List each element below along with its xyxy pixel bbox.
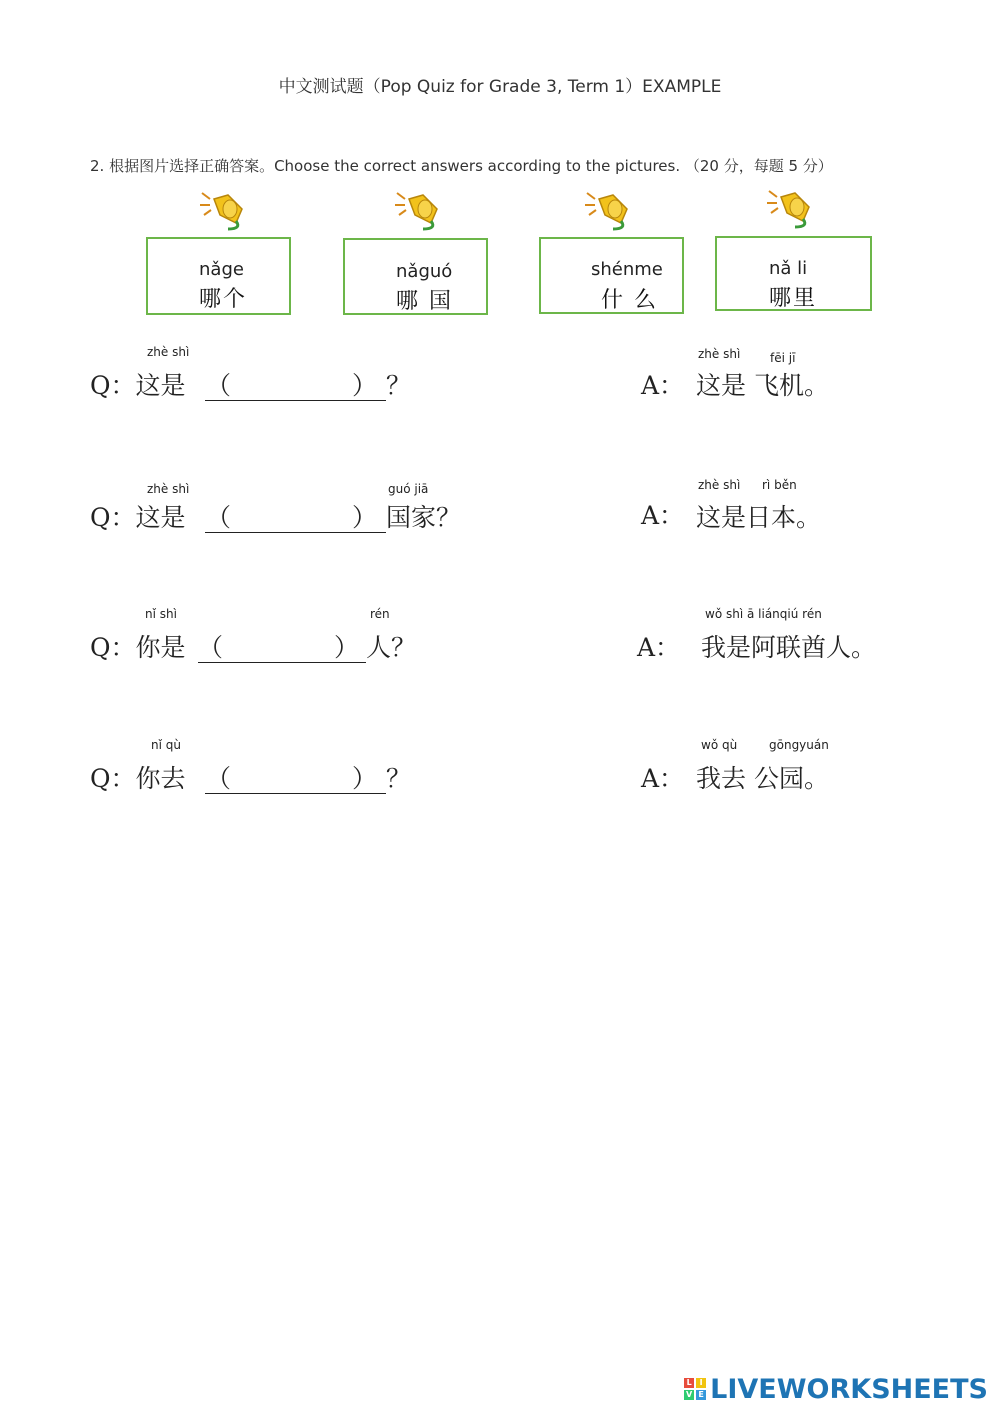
speaker-icon[interactable] [765, 183, 819, 233]
answer-label: A： [641, 501, 685, 530]
answer-text: 这是 飞机。 [696, 371, 829, 400]
question-suffix: ？ [386, 764, 412, 793]
option-pinyin: nǎguó [396, 261, 453, 282]
question-pinyin: nǐ qù [151, 738, 181, 752]
option-hanzi: 哪 国 [396, 289, 453, 314]
paren-open: （ [206, 764, 232, 793]
question-suffix: 国家？ [386, 503, 462, 532]
answer-pinyin: rì běn [762, 478, 797, 492]
option-hanzi: 哪里 [769, 286, 818, 311]
option-pinyin: shénme [591, 259, 663, 280]
option-card-shenme[interactable] [539, 237, 684, 314]
brand-mark-letter: L [684, 1378, 694, 1388]
option-card-nali[interactable] [715, 236, 872, 311]
worksheet-title: 中文测试题（Pop Quiz for Grade 3, Term 1）EXAMPLE [278, 77, 722, 97]
answer-pinyin: zhè shì [698, 478, 741, 492]
paren-close: ） [334, 633, 360, 662]
option-hanzi: 什 么 [601, 288, 658, 313]
question-pinyin: rén [370, 607, 390, 621]
brand-mark-letter: E [696, 1390, 706, 1400]
question-text: Q：你是 [90, 633, 186, 662]
answer-pinyin: wǒ shì ā liánqiú rén [705, 607, 822, 621]
speaker-icon[interactable] [583, 185, 637, 235]
question-text: Q：这是 [90, 503, 186, 532]
brand-logo[interactable] [684, 1372, 988, 1406]
answer-pinyin: gōngyuán [769, 738, 829, 752]
paren-close: ） [352, 503, 378, 532]
question-pinyin: nǐ shì [145, 607, 177, 621]
question-suffix: 人？ [366, 633, 417, 662]
speaker-icon[interactable] [198, 185, 252, 235]
answer-pinyin: wǒ qù [701, 738, 738, 752]
answer-pinyin: zhè shì [698, 347, 741, 361]
answer-label: A： [641, 371, 685, 400]
question-suffix: ？ [386, 371, 412, 400]
paren-close: ） [352, 764, 378, 793]
option-hanzi: 哪个 [199, 287, 248, 312]
answer-text: 这是日本。 [696, 503, 822, 532]
answer-label: A： [641, 764, 685, 793]
instruction-text: 2. 根据图片选择正确答案。Choose the correct answers according to the pictures. （20 分，每题 5 分） [90, 157, 833, 175]
paren-close: ） [352, 371, 378, 400]
answer-text: 我去 公园。 [696, 764, 829, 793]
speaker-icon[interactable] [393, 185, 447, 235]
question-pinyin: zhè shì [147, 345, 190, 359]
question-text: Q：这是 [90, 371, 186, 400]
brand-mark-icon [684, 1378, 706, 1400]
option-card-nage[interactable] [146, 237, 291, 315]
answer-pinyin: fēi jī [770, 351, 796, 365]
question-text: Q：你去 [90, 764, 186, 793]
question-pinyin: zhè shì [147, 482, 190, 496]
paren-open: （ [206, 371, 232, 400]
option-pinyin: nǎ li [769, 258, 808, 279]
option-pinyin: nǎge [199, 259, 244, 280]
paren-open: （ [206, 503, 232, 532]
brand-mark-letter: V [686, 1390, 693, 1399]
brand-name: LIVEWORKSHEETS [710, 1373, 988, 1405]
answer-label: A： [637, 633, 681, 662]
option-card-naguo[interactable] [343, 238, 488, 315]
answer-text: 我是阿联酋人。 [701, 633, 877, 662]
brand-mark-letter: I [696, 1378, 706, 1388]
question-pinyin: guó jiā [388, 482, 429, 496]
paren-open: （ [198, 633, 224, 662]
